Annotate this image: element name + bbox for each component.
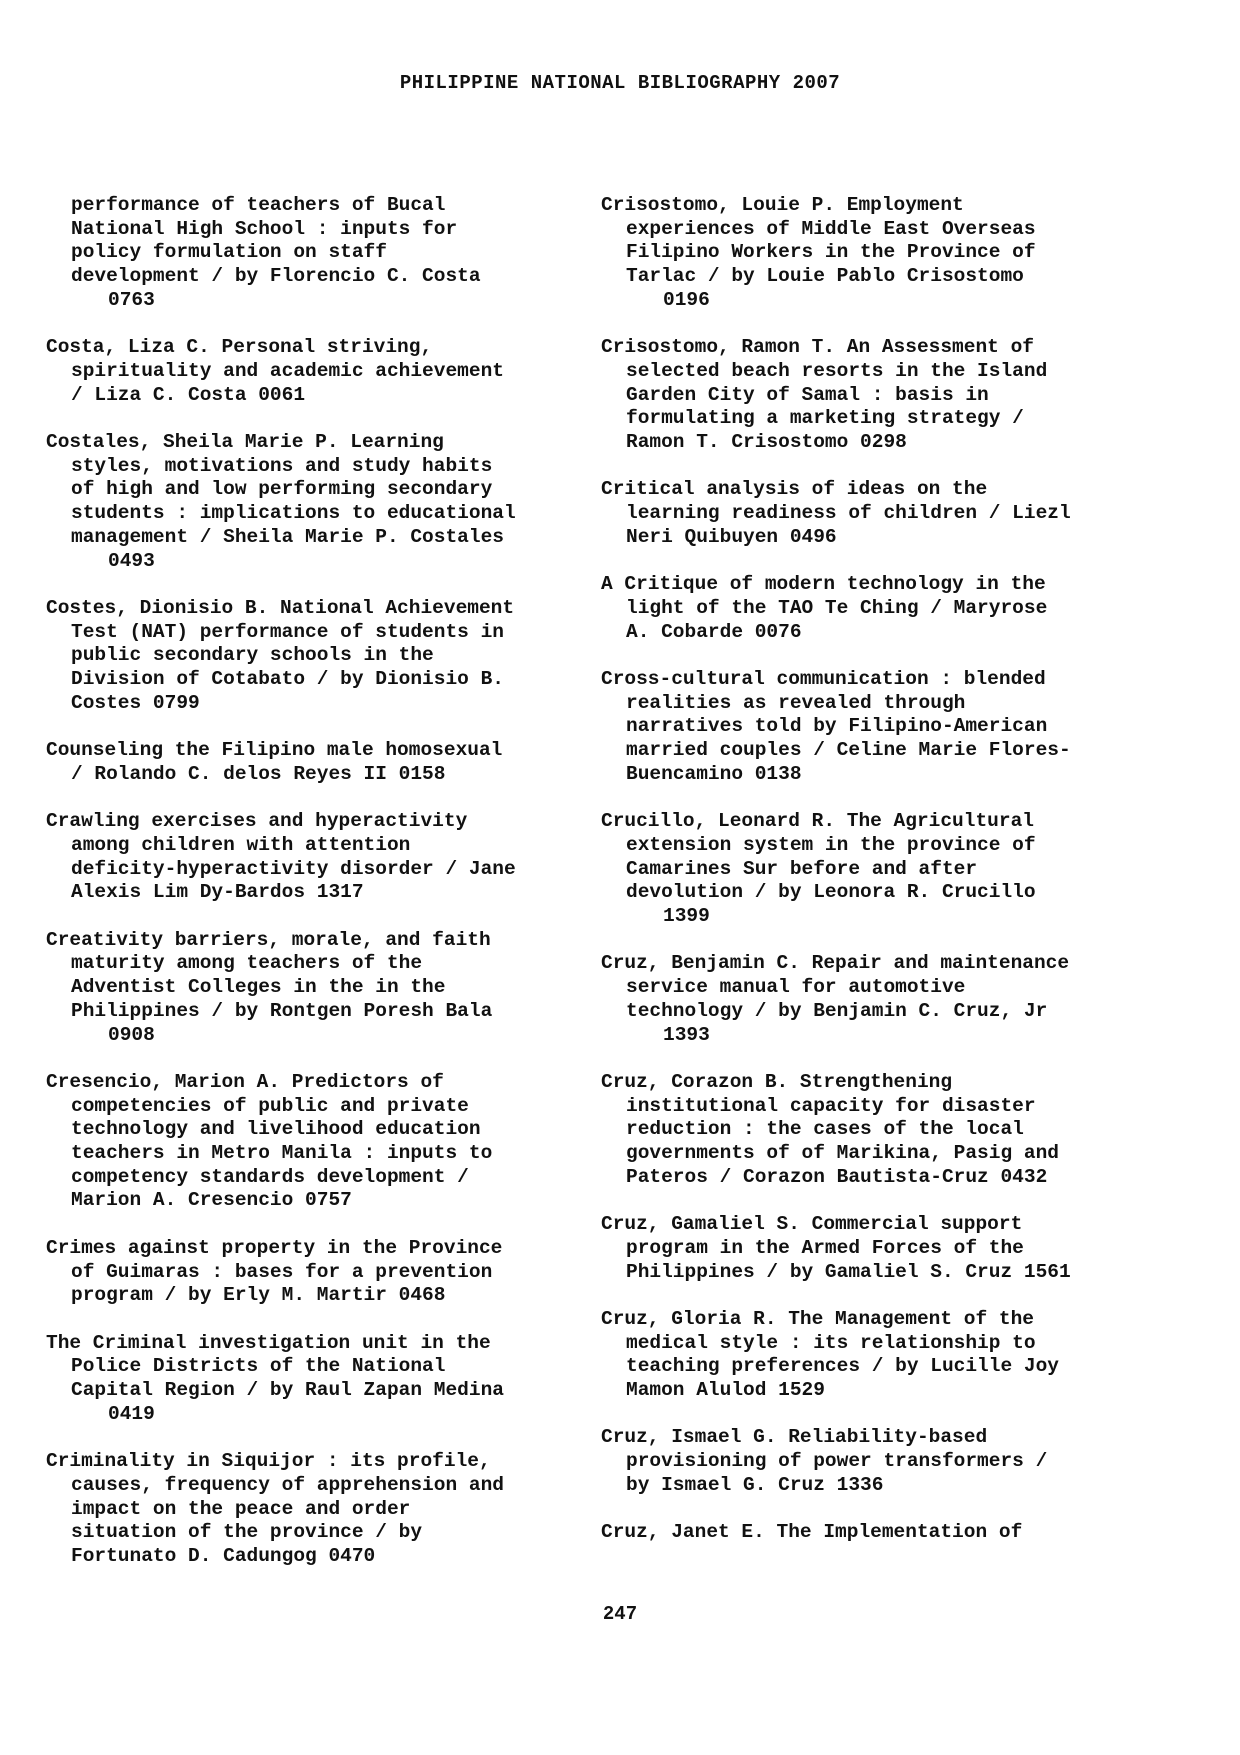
entry-line: Buencamino 0138 [626, 762, 802, 785]
entry-line: policy formulation on staff [71, 241, 387, 264]
entry-line: among children with attention [71, 833, 411, 856]
bibliography-entry [601, 1521, 1161, 1545]
entry-line: institutional capacity for disaster [626, 1094, 1036, 1117]
entry-line: of high and low performing secondary [71, 478, 493, 501]
left-column [46, 194, 606, 1592]
entry-line: Neri Quibuyen 0496 [626, 525, 837, 548]
entry-line: National High School : inputs for [71, 217, 458, 240]
bibliography-entry [601, 194, 1161, 313]
entry-line: Cruz, Ismael G. Reliability-based [601, 1426, 988, 1449]
entry-line: governments of of Marikina, Pasig and [626, 1142, 1059, 1165]
entry-line: Marion A. Cresencio 0757 [71, 1189, 352, 1212]
entry-line: 1399 [663, 905, 710, 928]
right-column [601, 194, 1161, 1569]
entry-line: Costales, Sheila Marie P. Learning [46, 431, 444, 453]
entry-line: A. Cobarde 0076 [626, 620, 802, 643]
bibliography-entry [46, 1237, 606, 1308]
entry-line: teaching preferences / by Lucille Joy [626, 1355, 1059, 1378]
entry-line: Garden City of Samal : basis in [626, 383, 989, 406]
entry-line: service manual for automotive [626, 976, 966, 999]
entry-line: Crisostomo, Louie P. Employment [601, 194, 964, 216]
entry-line: Filipino Workers in the Province of [626, 241, 1036, 264]
entry-line: technology and livelihood education [71, 1118, 481, 1141]
entry-line: students : implications to educational [71, 502, 516, 525]
entry-line: selected beach resorts in the Island [626, 359, 1048, 382]
entry-line: light of the TAO Te Ching / Maryrose [626, 596, 1048, 619]
entry-line: impact on the peace and order [71, 1497, 411, 1520]
bibliography-entry [46, 336, 606, 407]
entry-line: spirituality and academic achievement [71, 359, 504, 382]
bibliography-entry [601, 478, 1161, 549]
entry-line: 0196 [663, 288, 710, 311]
entry-line: Police Districts of the National [71, 1355, 446, 1378]
entry-line: Cross-cultural communication : blended [601, 668, 1046, 690]
entry-line: Cruz, Corazon B. Strengthening [601, 1070, 953, 1093]
entry-line: by Ismael G. Cruz 1336 [626, 1473, 884, 1496]
entry-line: Camarines Sur before and after [626, 857, 978, 880]
bibliography-entry [601, 1071, 1161, 1190]
entry-line: Pateros / Corazon Bautista-Cruz 0432 [626, 1165, 1048, 1188]
entry-line: Ramon T. Crisostomo 0298 [626, 431, 907, 454]
entry-line: extension system in the province of [626, 833, 1036, 856]
entry-line: maturity among teachers of the [71, 952, 423, 975]
entry-line: reduction : the cases of the local [626, 1118, 1024, 1141]
bibliography-entry [46, 194, 606, 313]
entry-line: Alexis Lim Dy-Bardos 1317 [71, 881, 364, 904]
entry-line: Cruz, Gamaliel S. Commercial support [601, 1213, 1023, 1236]
entry-line: Crisostomo, Ramon T. An Assessment of [601, 336, 1034, 359]
entry-line: / Liza C. Costa 0061 [71, 383, 306, 406]
bibliography-entry [601, 1426, 1161, 1497]
entry-line: Fortunato D. Cadungog 0470 [71, 1544, 376, 1567]
bibliography-entry [601, 952, 1161, 1047]
entry-line: Tarlac / by Louie Pablo Crisostomo [626, 265, 1024, 288]
entry-line: Mamon Alulod 1529 [626, 1379, 825, 1402]
entry-line: deficity-hyperactivity disorder / Jane [71, 857, 516, 880]
entry-line: development / by Florencio C. Costa [71, 265, 481, 288]
entry-line: Counseling the Filipino male homosexual [46, 739, 503, 762]
entry-line: Philippines / by Gamaliel S. Cruz 1561 [626, 1260, 1071, 1283]
entry-line: public secondary schools in the [71, 644, 434, 667]
entry-line: technology / by Benjamin C. Cruz, Jr [626, 999, 1048, 1022]
entry-line: Philippines / by Rontgen Poresh Bala [71, 999, 493, 1022]
entry-line: Capital Region / by Raul Zapan Medina [71, 1379, 504, 1402]
entry-line: Division of Cotabato / by Dionisio B. [71, 668, 504, 691]
entry-line: formulating a marketing strategy / [626, 407, 1024, 430]
entry-line: program / by Erly M. Martir 0468 [71, 1284, 446, 1307]
bibliography-entry [601, 1308, 1161, 1403]
entry-line: Crawling exercises and hyperactivity [46, 810, 468, 833]
entry-line: realities as revealed through [626, 691, 966, 714]
entry-line: Crucillo, Leonard R. The Agricultural [601, 810, 1034, 833]
entry-line: Costa, Liza C. Personal striving, [46, 336, 433, 359]
page-title: PHILIPPINE NATIONAL BIBLIOGRAPHY 2007 [399, 72, 841, 94]
entry-line: program in the Armed Forces of the [626, 1236, 1024, 1259]
entry-line: causes, frequency of apprehension and [71, 1473, 504, 1496]
entry-line: Cruz, Benjamin C. Repair and maintenance [601, 952, 1070, 975]
entry-line: Criminality in Siquijor : its profile, [46, 1450, 491, 1473]
entry-line: Test (NAT) performance of students in [71, 620, 504, 643]
bibliography-entry [46, 1071, 606, 1213]
entry-line: management / Sheila Marie P. Costales [71, 525, 504, 548]
entry-line: narratives told by Filipino-American [626, 715, 1048, 738]
bibliography-entry [46, 739, 606, 786]
entry-line: married couples / Celine Marie Flores- [626, 739, 1071, 762]
bibliography-entry [601, 668, 1161, 787]
bibliography-entry [46, 597, 606, 716]
entry-line: devolution / by Leonora R. Crucillo [626, 881, 1036, 904]
entry-line: Critical analysis of ideas on the [601, 478, 988, 501]
entry-line: 1393 [663, 1023, 710, 1046]
entry-line: A Critique of modern technology in the [601, 573, 1046, 596]
entry-line: teachers in Metro Manila : inputs to [71, 1142, 493, 1165]
entry-line: The Criminal investigation unit in the [46, 1331, 491, 1354]
entry-line: Cruz, Janet E. The Implementation of [601, 1521, 1023, 1544]
bibliography-entry [46, 431, 606, 573]
entry-line: experiences of Middle East Overseas [626, 217, 1036, 240]
entry-line: competencies of public and private [71, 1094, 469, 1117]
entry-line: 0419 [108, 1402, 155, 1425]
entry-line: of Guimaras : bases for a prevention [71, 1260, 493, 1283]
entry-line: Costes, Dionisio B. National Achievement [46, 596, 515, 619]
bibliography-entry [46, 1332, 606, 1427]
bibliography-entry [601, 336, 1161, 455]
page-number: 247 [602, 1603, 638, 1625]
entry-line: 0493 [108, 549, 155, 572]
entry-line: situation of the province / by [71, 1521, 423, 1544]
entry-line: Cresencio, Marion A. Predictors of [46, 1070, 444, 1093]
bibliography-entry [46, 929, 606, 1048]
bibliography-entry [601, 810, 1161, 929]
bibliography-entry [46, 810, 606, 905]
entry-line: Crimes against property in the Province [46, 1236, 503, 1259]
entry-line: performance of teachers of Bucal [71, 194, 446, 216]
bibliography-entry [601, 573, 1161, 644]
entry-line: medical style : its relationship to [626, 1331, 1036, 1354]
bibliography-entry [46, 1450, 606, 1569]
entry-line: provisioning of power transformers / [626, 1450, 1048, 1473]
entry-line: 0763 [108, 288, 155, 311]
bibliography-entry [601, 1213, 1161, 1284]
entry-line: Creativity barriers, morale, and faith [46, 928, 491, 951]
entry-line: competency standards development / [71, 1165, 469, 1188]
entry-line: / Rolando C. delos Reyes II 0158 [71, 762, 446, 785]
entry-line: learning readiness of children / Liezl [626, 502, 1071, 525]
entry-line: 0908 [108, 1023, 155, 1046]
entry-line: Cruz, Gloria R. The Management of the [601, 1307, 1034, 1330]
entry-line: styles, motivations and study habits [71, 454, 493, 477]
entry-line: Costes 0799 [71, 691, 200, 714]
entry-line: Adventist Colleges in the in the [71, 976, 446, 999]
